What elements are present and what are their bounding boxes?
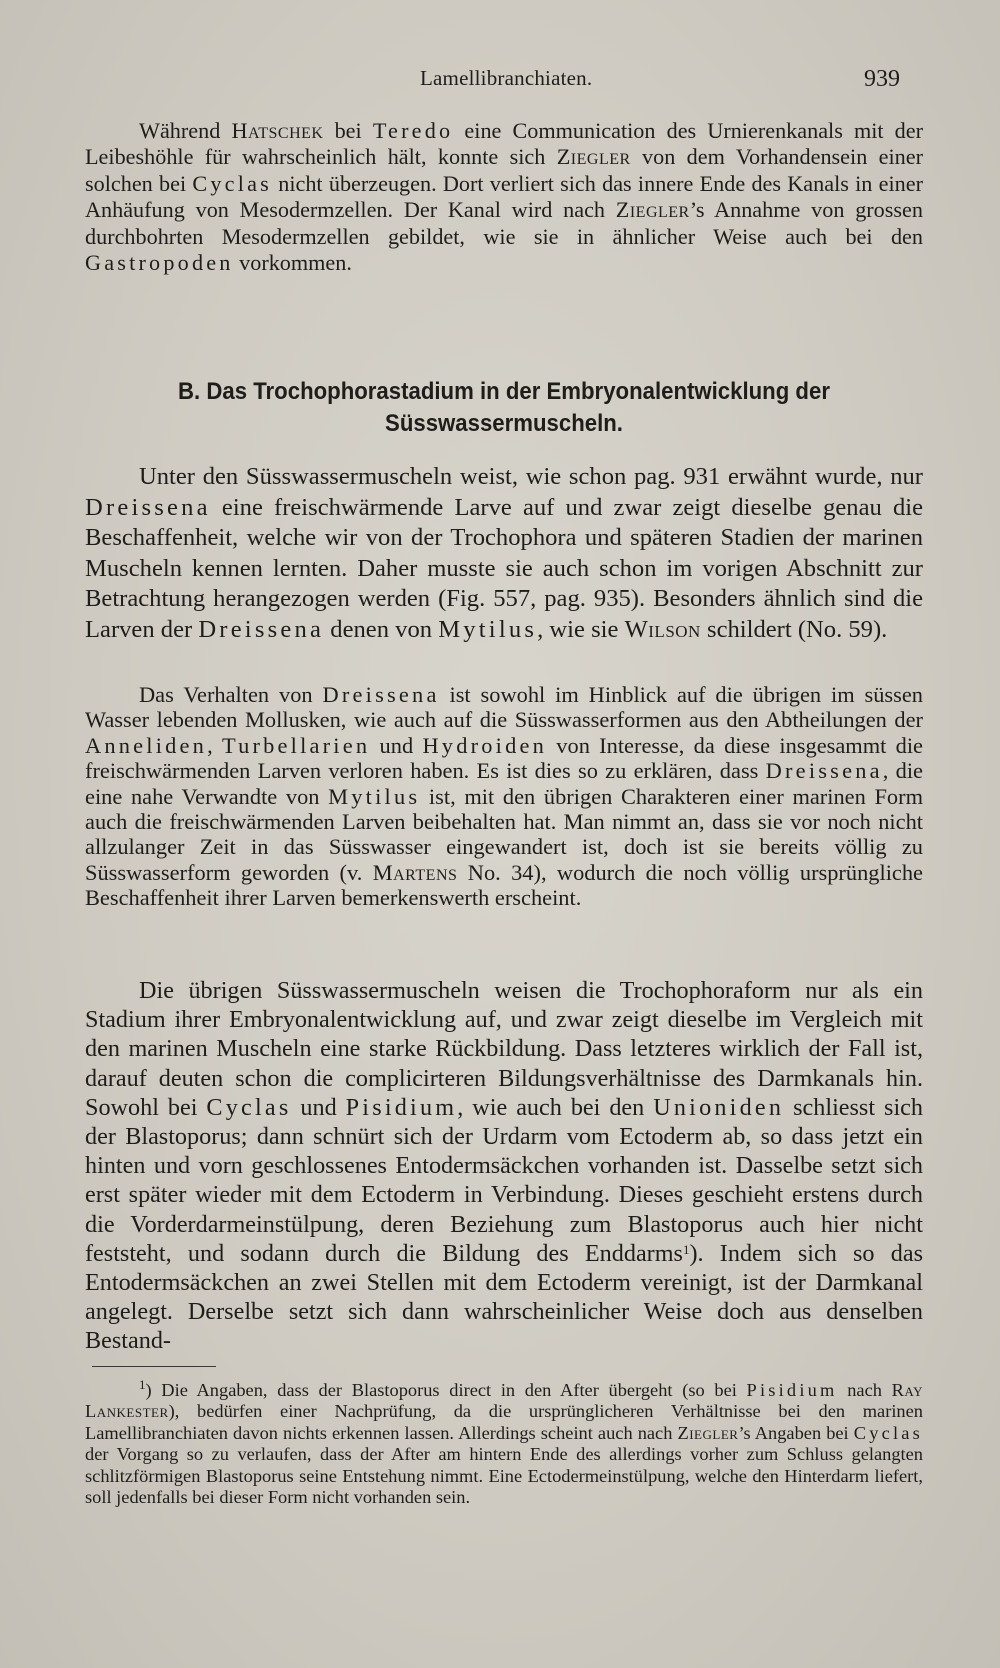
text-run: ’s Angaben bei	[738, 1422, 854, 1443]
group-name: Unioniden	[653, 1093, 785, 1121]
text-run: ist sowohl im Hinblick auf die übrigen im süssen Wasser lebenden Mollusken, wie auch auf die Süsswasserformen aus den Abtheilungen der	[85, 682, 923, 733]
text-run: und	[291, 1093, 346, 1121]
genus-name: Cyclas	[192, 170, 272, 196]
genus-name: Dreissena	[322, 682, 440, 707]
paragraph-dreissena-larva	[85, 462, 923, 646]
genus-name: Dreissena	[765, 758, 883, 784]
footnote-mark: 1	[139, 1377, 146, 1392]
text-run: nach	[837, 1380, 892, 1400]
text-run: ist, mit den übrigen Charakteren einer marinen Form auch die freischwärmenden Larven beibehalten hat. Man nimmt an, dass sie vor noch nicht allzulanger Zeit in das Süsswasser eingewandert ist, doch ist sie bereits völlig zu Süsswasserform geworden (v.	[85, 783, 923, 885]
text-run: ) Die Angaben, dass der Blastoporus direct in den After übergeht (so bei	[145, 1380, 747, 1400]
paragraph-text	[85, 976, 923, 1356]
text-run: denen von	[324, 615, 439, 643]
group-name: Anneliden	[85, 732, 208, 758]
text-run: eine Communication des Urnierenkanals mit der Leibeshöhle für wahrscheinlich hält, konnte sich	[85, 118, 924, 170]
genus-name: Cyclas	[853, 1422, 923, 1443]
text-run: Das Verhalten von	[139, 682, 323, 707]
text-run: Die übrigen Süsswassermuscheln weisen die Trochophoraform nur als ein Stadium ihrer Embryonalentwicklung auf, und zwar zeigt dieselbe im Vergleich mit den marinen Muscheln eine starke Rückbildung. Dass letzteres wirklich der Fall ist, darauf deuten schon die complicirteren Bildungsverhältnisse des Darmkanals hin. Sowohl bei	[85, 977, 923, 1121]
text-run: Unter den Süsswassermuscheln weist, wie schon pag. 931 erwähnt wurde, nur	[139, 463, 923, 490]
text-run: ’s Annahme von grossen durchbohrten Mesodermzellen gebildet, wie sie in ähnlicher Weise auch bei den	[85, 197, 923, 249]
paragraph-freshwater-behaviour	[85, 682, 923, 911]
text-run: vorkommen.	[233, 250, 352, 276]
page-number: 939	[864, 66, 900, 92]
author-name: Ziegler	[556, 144, 631, 170]
genus-name: Mytilus	[328, 783, 421, 809]
text-run: und	[370, 732, 423, 758]
genus-name: Cyclas	[206, 1093, 292, 1121]
page-header	[0, 62, 1000, 102]
text-run: der Vorgang so zu verlaufen, dass der After am hintern Ende des allerdings vorher zum Schluss gelangten schlitzförmigen Blastoporus seine Entstehung nimmt. Eine Ectodermeinstülpung, welche den Hinterdarm liefert, soll jedenfalls bei dieser Form nicht vorhanden sein.	[85, 1444, 923, 1508]
text-run: von dem Vorhandensein einer solchen bei	[85, 144, 923, 196]
genus-name: Pisidium	[345, 1093, 458, 1121]
text-run: ), bedürfen einer Nachprüfung, da die ursprünglicheren Verhältnisse bei den marinen Lamellibranchiaten davon nichts erkennen lassen. Allerdings scheint auch nach	[85, 1401, 923, 1443]
text-run: , wie sie	[537, 615, 625, 643]
genus-name: Dreissena	[198, 615, 325, 643]
section-heading-line: Süsswassermuscheln.	[385, 411, 623, 437]
text-run: nicht überzeugen. Dort verliert sich das innere Ende des Kanals in einer Anhäufung von Mesodermzellen. Der Kanal wird nach	[85, 170, 923, 223]
genus-name: Pisidium	[746, 1380, 838, 1400]
text-run: eine freischwärmende Larve auf und zwar zeigt dieselbe genau die Beschaffenheit, welche wir von der Trochophora und späteren Stadien der marinen Muscheln kennen lernten. Daher musste sie auch schon im vorigen Abschnitt zur Betrachtung herangezogen werden (Fig. 557, pag. 935). Besonders ähnlich sind die Larven der	[85, 493, 923, 643]
genus-name: Mytilus	[438, 615, 538, 643]
text-run: schliesst sich der Blastoporus; dann schnürt sich der Urdarm vom Ectoderm ab, so dass jetzt ein hinten und vorn geschlossenes Entodermsäckchen vorhanden ist. Dasselbe setzt sich erst später wieder mit dem Ectoderm in Verbindung. Dieses geschieht erstens durch die Vorderdarmeinstülpung, deren Beziehung zum Blastoporus auch hier nicht feststeht, und sodann durch die Bildung des Enddarms	[85, 1093, 923, 1267]
group-name: Hydroiden	[422, 732, 547, 758]
text-run: von Interesse, da diese insgesammt die freischwärmenden Larven verloren haben. Es ist dies so zu erklären, dass	[85, 732, 923, 784]
text-run: ). Indem sich so das Entodermsäckchen an zwei Stellen mit dem Ectoderm vereinigt, ist der Darmkanal angelegt. Derselbe setzt sich dann wahrscheinlicher Weise doch aus denselben Bestand-	[85, 1239, 923, 1355]
section-heading-line: B. Das Trochophorastadium in der Embryonalentwicklung der	[178, 379, 830, 405]
text-run: No. 34), wodurch die noch völlig ursprüngliche Beschaffenheit ihrer Larven bemerkenswerth erscheint.	[85, 859, 923, 911]
footnote-reference: 1	[682, 1241, 690, 1257]
running-title: Lamellibranchiaten.	[420, 66, 593, 90]
text-run: , wie auch bei den	[457, 1093, 654, 1121]
group-name: Turbellarien	[221, 732, 371, 758]
text-run: Während	[139, 118, 232, 143]
text-run: bei	[323, 118, 373, 143]
paragraph-text	[85, 682, 923, 911]
text-run: ,	[207, 732, 222, 758]
section-heading	[110, 376, 898, 440]
paragraph-nephridium	[85, 118, 923, 276]
footnote-divider	[92, 1366, 216, 1367]
footnote-text	[85, 1377, 923, 1508]
paragraph-text	[85, 118, 923, 276]
paragraph-text	[85, 462, 923, 646]
author-name: Martens	[372, 859, 458, 885]
group-name: Gastropoden	[85, 250, 234, 276]
author-name: Wilson	[624, 615, 701, 643]
author-name: Hatschek	[231, 118, 324, 143]
paragraph-trochophora-form	[85, 976, 923, 1356]
footnote	[85, 1377, 923, 1508]
genus-name: Dreissena	[85, 493, 211, 521]
author-name: Ray Lankester	[85, 1380, 923, 1422]
text-run: , die eine nahe Verwandte von	[85, 758, 923, 809]
text-run: schildert (No. 59).	[700, 615, 888, 643]
author-name: Ziegler	[677, 1422, 739, 1443]
author-name: Ziegler	[615, 197, 690, 223]
genus-name: Teredo	[372, 118, 454, 143]
